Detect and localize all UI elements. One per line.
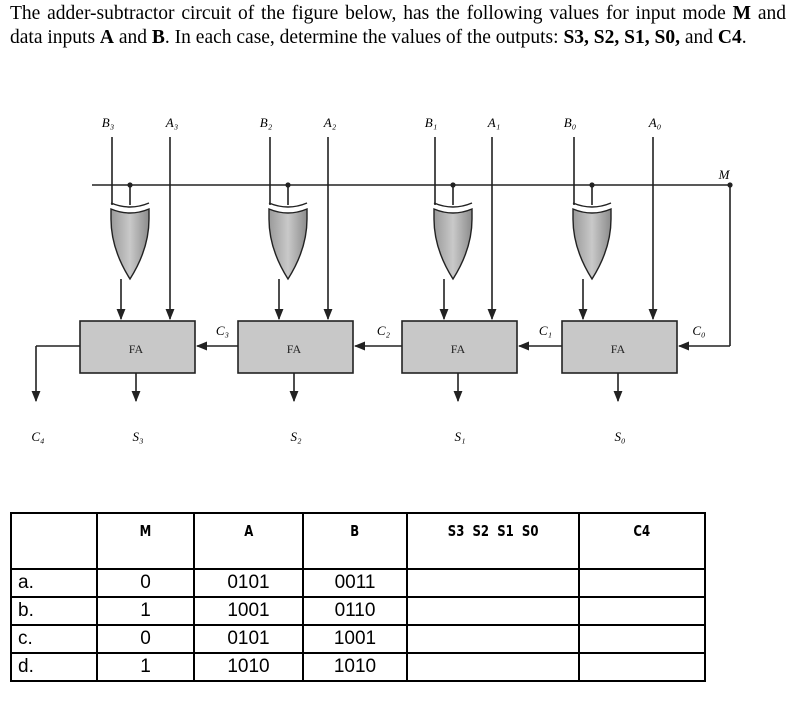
answer-table bbox=[10, 512, 706, 682]
b-input-label: B₁ bbox=[424, 115, 438, 130]
question-part: . In each case, determine the values of the outputs: bbox=[164, 27, 564, 48]
full-adder-label: FA bbox=[450, 342, 466, 356]
header-m: M bbox=[97, 513, 194, 569]
header-b: B bbox=[303, 513, 407, 569]
xor-gate bbox=[269, 203, 307, 279]
full-adder-label: FA bbox=[610, 342, 626, 356]
cell-sums[interactable] bbox=[407, 625, 579, 653]
cell-b: 0110 bbox=[303, 597, 407, 625]
adder-subtractor-diagram bbox=[0, 105, 796, 455]
b-input-label: B₀ bbox=[563, 115, 577, 130]
question-mode-symbol: M bbox=[732, 3, 752, 24]
cell-b: 0011 bbox=[303, 569, 407, 597]
row-label: a. bbox=[11, 569, 97, 597]
cell-c4[interactable] bbox=[579, 653, 705, 681]
cell-c4[interactable] bbox=[579, 569, 705, 597]
xor-gate bbox=[111, 203, 149, 279]
question-part: The adder-subtractor circuit of the figure below, has the following values for input mode bbox=[10, 3, 733, 24]
carry-out-label: C₄ bbox=[31, 429, 45, 444]
question-b-symbol: B bbox=[151, 27, 165, 48]
header-c4: C4 bbox=[579, 513, 705, 569]
question-part: and bbox=[114, 27, 152, 48]
table-row bbox=[11, 569, 705, 597]
question-part: and bbox=[679, 27, 718, 48]
xor-gates bbox=[111, 203, 611, 279]
b-input-label: B₃ bbox=[101, 115, 115, 130]
table-row bbox=[11, 653, 705, 681]
row-label: b. bbox=[11, 597, 97, 625]
a-input-label: A₂ bbox=[323, 115, 337, 130]
carry-in-label: C₀ bbox=[692, 323, 706, 338]
xor-body bbox=[111, 209, 149, 279]
sum-output-label: S₀ bbox=[614, 429, 626, 444]
question-part: . bbox=[741, 27, 747, 48]
cell-sums[interactable] bbox=[407, 569, 579, 597]
question-part: and data inputs bbox=[10, 3, 786, 48]
table-row bbox=[11, 625, 705, 653]
a-input-label: A₃ bbox=[165, 115, 179, 130]
table-header-row bbox=[11, 513, 705, 569]
cell-m: 0 bbox=[97, 569, 194, 597]
header-sums: S3 S2 S1 S0 bbox=[407, 513, 579, 569]
header-label bbox=[11, 513, 97, 569]
xor-body bbox=[269, 209, 307, 279]
header-a: A bbox=[194, 513, 303, 569]
table-row bbox=[11, 597, 705, 625]
cell-a: 0101 bbox=[194, 625, 303, 653]
mode-label: M bbox=[718, 167, 730, 182]
row-label: d. bbox=[11, 653, 97, 681]
a-input-label: A₁ bbox=[487, 115, 501, 130]
question-outputs: S3, S2, S1, S0, bbox=[563, 27, 680, 48]
carry-label: C₁ bbox=[538, 323, 553, 338]
cell-c4[interactable] bbox=[579, 625, 705, 653]
sum-output-label: S₁ bbox=[454, 429, 466, 444]
question-a-symbol: A bbox=[99, 27, 114, 48]
cell-m: 1 bbox=[97, 653, 194, 681]
carry-label: C₃ bbox=[215, 323, 230, 338]
cell-sums[interactable] bbox=[407, 653, 579, 681]
cell-a: 1001 bbox=[194, 597, 303, 625]
cell-sums[interactable] bbox=[407, 597, 579, 625]
row-label: c. bbox=[11, 625, 97, 653]
b-input-label: B₂ bbox=[259, 115, 273, 130]
a-input-label: A₀ bbox=[648, 115, 662, 130]
question-text bbox=[10, 2, 786, 50]
xor-body bbox=[434, 209, 472, 279]
cell-m: 0 bbox=[97, 625, 194, 653]
xor-gate bbox=[434, 203, 472, 279]
full-adder-label: FA bbox=[286, 342, 302, 356]
question-c4-symbol: C4 bbox=[717, 27, 742, 48]
cell-c4[interactable] bbox=[579, 597, 705, 625]
sum-output-label: S₂ bbox=[290, 429, 302, 444]
full-adder-label: FA bbox=[128, 342, 144, 356]
cell-b: 1001 bbox=[303, 625, 407, 653]
xor-gate bbox=[573, 203, 611, 279]
cell-b: 1010 bbox=[303, 653, 407, 681]
cell-m: 1 bbox=[97, 597, 194, 625]
xor-body bbox=[573, 209, 611, 279]
carry-label: C₂ bbox=[376, 323, 391, 338]
cell-a: 0101 bbox=[194, 569, 303, 597]
cell-a: 1010 bbox=[194, 653, 303, 681]
sum-output-label: S₃ bbox=[132, 429, 144, 444]
